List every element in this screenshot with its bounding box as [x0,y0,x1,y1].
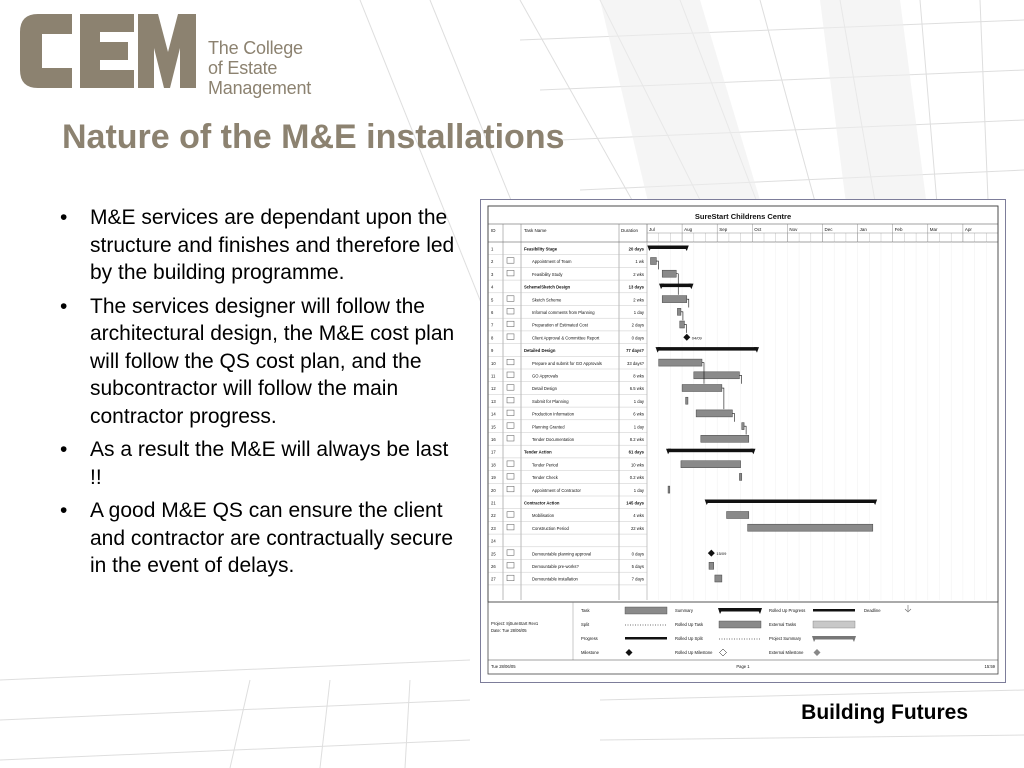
gantt-task-id: 8 [491,335,494,341]
gantt-task-bar [748,524,873,531]
gantt-legend-label: Project Summary [769,636,802,641]
gantt-task-note-icon [507,334,514,340]
gantt-task-id: 24 [491,538,496,544]
gantt-footer-date: Tue 28/06/05 [491,664,516,669]
gantt-legend-label: Progress [581,636,598,641]
gantt-task-duration: 7 days [631,576,644,582]
gantt-task-duration: 10 wks [630,462,644,468]
gantt-task-name: Demountable installation [532,576,578,582]
gantt-task-bar [662,270,676,277]
gantt-task-bar [701,435,749,442]
gantt-legend-label: External Milestone [769,650,804,655]
gantt-task-id: 23 [491,525,496,531]
gantt-task-name: Client Approval & Committee Report [532,335,600,341]
gantt-task-note-icon [507,563,514,569]
gantt-task-name: Tender Period [532,462,559,468]
logo-line-2: of Estate [208,58,278,78]
gantt-header-task: Task Name [524,228,547,233]
gantt-task-bar [727,512,749,519]
gantt-task-name: Construction Period [532,525,569,531]
gantt-task-bar [709,562,714,569]
gantt-header-id: ID [491,228,496,233]
gantt-milestone-label: 15/09 [716,551,727,557]
gantt-task-duration: 1 wk [635,259,644,265]
gantt-task-id: 6 [491,310,494,315]
gantt-task-id: 16 [491,437,496,442]
gantt-task-id: 5 [491,297,494,303]
gantt-task-id: 20 [491,487,496,493]
gantt-legend-label: Summary [675,608,693,613]
gantt-task-note-icon [507,410,514,416]
gantt-month-label: Aug [684,227,693,232]
gantt-month-label: Oct [754,227,762,232]
gantt-task-note-icon [507,486,514,492]
gantt-task-name: Demountable pre-works? [532,564,579,569]
logo-line-3: Management [208,78,312,98]
deadline-arrow-icon [905,605,911,612]
gantt-task-name: Demountable planning approval [532,551,592,557]
gantt-legend-label: External Tasks [769,622,797,627]
gantt-task-id: 9 [491,348,494,354]
gantt-task-duration: 145 days [626,500,644,506]
gantt-legend-label: Milestone [581,650,599,655]
gantt-task-name: Detailed Design [524,348,556,354]
bullet-list [60,204,460,586]
gantt-task-name: Production Information [532,411,575,417]
gantt-task-id: 10 [491,360,496,366]
gantt-legend-project: Project: 8jSureStart Rev1 [491,621,539,626]
gantt-month-label: Jul [649,227,655,232]
gantt-task-name: Tender Check [532,475,558,481]
gantt-chart [481,200,1005,682]
gantt-task-duration: 0 days [631,551,644,557]
gantt-task-id: 17 [491,449,496,455]
gantt-legend-swatch [813,609,855,612]
gantt-legend-swatch [625,637,667,640]
gantt-task-duration: 13 days [628,284,644,290]
gantt-task-id: 27 [491,576,496,582]
gantt-task-duration: 1 day [633,487,644,493]
gantt-task-note-icon [507,309,514,315]
bullet-item: • M&E services are dependant upon the structure and finishes and therefore led by the building programme. [60,204,460,287]
gantt-task-id: 4 [491,284,494,290]
gantt-task-name: Feasibility Study [532,271,563,277]
footer-tagline: Building Futures [801,701,968,724]
bullet-item: • The services designer will follow the architectural design, the M&E cost plan will follow the QS cost plan, and the subcontractor will follow the main contractor progress. [60,293,460,431]
gantt-task-id: 7 [491,322,494,328]
slide-title: Nature of the M&E installations [62,118,565,156]
gantt-task-bar [659,359,702,366]
gantt-footer-page: Page 1 [736,664,750,669]
gantt-task-duration: 5 days [631,564,644,569]
gantt-task-name: Informal comments from Planning [532,310,595,315]
gantt-legend-swatch [626,649,633,656]
gantt-task-name: Prepare and submit for GO Approvals [532,360,602,366]
gantt-task-name: Planning Granted [532,424,565,430]
gantt-task-bar [651,258,657,265]
cem-logo-mark [18,2,198,98]
gantt-task-name: Scheme/Sketch Design [524,284,571,290]
gantt-frame [488,206,998,602]
gantt-task-note-icon [507,372,514,378]
gantt-task-bar [739,473,741,480]
gantt-task-id: 1 [491,246,494,252]
gantt-task-id: 26 [491,564,496,569]
gantt-legend-swatch [719,621,761,628]
gantt-legend-swatch [719,608,761,612]
gantt-task-name: Sketch Scheme [532,297,562,303]
gantt-task-duration: 4 wks [633,513,644,519]
gantt-task-name: Submit for Planning [532,398,569,404]
logo-wordmark [208,38,311,98]
gantt-task-name: Contractor Action [524,500,560,506]
gantt-task-note-icon [507,550,514,556]
gantt-task-name: Detail Design [532,386,557,392]
gantt-month-label: Mar [929,227,938,232]
gantt-month-label: Sep [719,227,728,232]
gantt-legend-date: Date: Tue 28/06/05 [491,628,527,633]
gantt-task-bar [668,486,670,493]
gantt-task-note-icon [507,423,514,429]
gantt-task-duration: 8.2 wks [629,437,644,442]
gantt-task-duration: 1 day [633,424,644,430]
gantt-task-duration: 2 wks [633,271,644,277]
gantt-title: SureStart Childrens Centre [694,212,792,221]
gantt-task-note-icon [507,512,514,518]
gantt-legend-swatch [813,621,855,628]
gantt-legend-swatch [814,649,821,656]
bullet-item: • As a result the M&E will always be last !! [60,436,460,491]
gantt-task-note-icon [507,524,514,530]
gantt-task-note-icon [507,397,514,403]
gantt-task-duration: 20 days [628,246,644,252]
gantt-legend-label: Split [581,622,590,627]
gantt-task-bar [682,385,722,392]
gantt-task-duration: 2 wks [633,297,644,303]
logo-line-1: The College [208,38,303,58]
gantt-task-note-icon [507,474,514,480]
gantt-task-name: Appointment of Team [532,259,572,265]
gantt-task-note-icon [507,270,514,276]
gantt-task-duration: 6.5 wks [629,386,644,392]
gantt-summary-bar [707,500,875,504]
gantt-summary-bar [661,284,691,288]
gantt-chart-figure [480,199,1006,683]
gantt-task-note-icon [507,359,514,365]
gantt-legend-deadline: Deadline [864,608,881,613]
gantt-task-id: 13 [491,398,496,404]
gantt-task-bar [662,296,687,303]
gantt-legend-label: Rolled Up Task [675,622,704,627]
gantt-task-name: GO Approvals [532,373,559,379]
gantt-month-label: Jan [859,227,867,232]
gantt-legend-swatch [813,636,855,640]
gantt-task-note-icon [507,575,514,581]
gantt-legend-label: Rolled Up Milestone [675,650,713,655]
gantt-task-id: 25 [491,551,496,557]
gantt-task-id: 14 [491,411,496,417]
gantt-task-name: Mobilisation [532,513,555,519]
gantt-task-duration: 0.2 wks [629,475,644,481]
gantt-task-name: Tender Action [524,449,552,455]
gantt-task-bar [680,321,685,328]
gantt-task-id: 11 [491,373,496,379]
gantt-milestone-label: 04/09 [691,335,702,341]
gantt-task-duration: 33 days? [627,360,644,366]
gantt-legend-label: Rolled Up Split [675,636,703,641]
gantt-task-note-icon [507,436,514,442]
gantt-task-duration: 0 days [631,335,644,341]
gantt-task-id: 22 [491,513,496,519]
gantt-task-duration: 8 wks [633,373,644,379]
gantt-task-note-icon [507,258,514,264]
gantt-month-label: Nov [789,227,798,232]
gantt-task-bar [686,397,688,404]
gantt-task-duration: 1 day [633,398,644,404]
gantt-month-label: Apr [964,227,972,232]
gantt-footer-time: 15:59 [984,664,995,669]
gantt-task-id: 12 [491,386,496,392]
gantt-task-note-icon [507,461,514,467]
gantt-task-duration: 22 wks [630,525,644,531]
gantt-task-bar [694,372,740,379]
gantt-month-label: Dec [824,227,833,232]
gantt-task-note-icon [507,385,514,391]
gantt-summary-bar [668,449,753,453]
gantt-task-name: Appointment of Contractor [532,487,581,493]
gantt-task-duration: 6 wks [633,411,644,417]
gantt-task-duration: 61 days [628,449,644,455]
gantt-task-bar [696,410,732,417]
gantt-summary-bar [649,246,686,250]
gantt-task-id: 18 [491,462,496,468]
gantt-task-name: Tender Documentation [532,437,575,442]
gantt-task-id: 2 [491,259,494,265]
gantt-summary-bar [658,347,757,351]
gantt-task-note-icon [507,321,514,327]
gantt-task-duration: 1 day [633,310,644,315]
gantt-month-label: Feb [894,227,903,232]
gantt-legend-label: Task [581,608,590,613]
gantt-header-duration: Duration [621,228,639,233]
gantt-task-name: Preparation of Estimated Cost [532,322,588,328]
gantt-task-name: Feasibility Stage [524,246,558,252]
gantt-task-id: 15 [491,424,496,430]
gantt-task-bar [715,575,722,582]
gantt-task-bar [742,423,744,430]
bullet-item: • A good M&E QS can ensure the client and contractor are contractually secure in the event of delays. [60,497,460,580]
college-logo [18,2,328,98]
gantt-task-id: 19 [491,475,496,481]
gantt-task-duration: 77 days? [626,348,644,354]
gantt-task-id: 21 [491,500,496,506]
gantt-task-note-icon [507,296,514,302]
gantt-legend-swatch [720,649,727,656]
gantt-task-id: 3 [491,271,494,277]
gantt-legend-swatch [625,607,667,614]
gantt-legend-label: Rolled Up Progress [769,608,806,613]
gantt-task-duration: 2 days [631,322,644,328]
gantt-task-bar [681,461,741,468]
gantt-task-bar [677,308,681,315]
